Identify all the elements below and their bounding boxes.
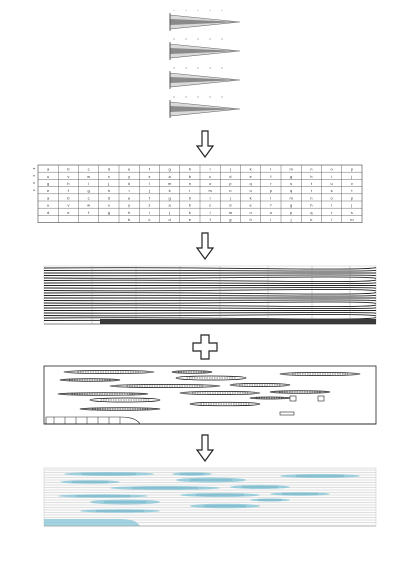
grid-cell-letter: h: [310, 173, 313, 179]
horizontal-line: [44, 312, 376, 313]
horizontal-line: [44, 275, 376, 276]
grid-cell-letter: c: [148, 217, 151, 222]
grid-cell-letter: z: [148, 202, 151, 208]
grid-cell-letter: g: [168, 195, 171, 201]
grid-cell-letter: m: [350, 217, 354, 222]
grid-cell-letter: p: [350, 166, 353, 172]
grid-cell-letter: f: [88, 209, 90, 215]
grid-cell-letter: h: [107, 188, 110, 194]
grid-cell-letter: h: [67, 181, 70, 186]
grid-cell-letter: o: [330, 195, 333, 201]
cone-elevation: [170, 67, 240, 89]
horizontal-line: [44, 308, 376, 309]
grid-cell-letter: d: [107, 166, 110, 172]
grid-cell-letter: r: [330, 209, 333, 215]
grid-cell-letter: h: [188, 195, 191, 201]
cone-elevation: [170, 38, 240, 60]
composite-facade-panel: [40, 466, 380, 528]
plus-icon: [192, 334, 218, 360]
base-arcade: [46, 417, 140, 424]
grid-cell-letter: q: [249, 181, 252, 186]
grid-cell-letter: l: [189, 188, 191, 194]
grid-cell-letter: o: [249, 188, 252, 194]
grid-cell-letter: r: [310, 188, 313, 194]
grid-cell-letter: m: [167, 181, 172, 186]
grid-cell-letter: u: [330, 181, 333, 186]
row-marker: [33, 168, 34, 169]
grid-cell-letter: e: [47, 188, 50, 194]
grid-cell-letter: g: [87, 188, 90, 194]
grid-cell-letter: j: [351, 202, 353, 208]
grid-cell-letter: t: [310, 181, 312, 186]
grid-cell-letter: l: [270, 195, 272, 201]
grid-cell-letter: d: [47, 209, 50, 215]
grid-cell-letter: k: [168, 188, 171, 194]
grid-cell-letter: f: [270, 202, 272, 208]
grid-cell-letter: r: [270, 181, 272, 186]
grid-cell-letter: g: [290, 173, 293, 179]
grid-cell-letter: f: [67, 188, 69, 194]
grid-cell-letter: o: [330, 166, 333, 172]
grid-cell-letter: l: [209, 209, 211, 215]
grid-cell-letter: t: [351, 188, 353, 194]
grid-cell-letter: d: [168, 217, 171, 222]
grid-cell-letter: f: [209, 217, 211, 222]
grid-cell-letter: m: [289, 195, 293, 201]
row-marker: [33, 190, 34, 191]
grid-cell-letter: p: [290, 209, 293, 215]
horizontal-line: [44, 300, 376, 301]
grid-cell-letter: w: [87, 173, 91, 179]
window: [280, 412, 294, 415]
grid-cell-letter: v: [67, 202, 70, 208]
grid-cell-letter: m: [208, 188, 212, 194]
grid-cell-letter: k: [249, 195, 252, 201]
grid-cell-letter: i: [209, 166, 211, 172]
grid-cell-letter: b: [67, 195, 70, 201]
grid-cell-letter: v: [67, 173, 70, 179]
down-arrow-icon: [196, 130, 214, 158]
grid-cell-letter: x: [107, 173, 110, 179]
down-arrow-icon: [196, 232, 214, 260]
grid-cell-letter: k: [128, 181, 131, 186]
grid-cell-letter: q: [290, 188, 293, 194]
grid-cell-letter: b: [67, 166, 70, 172]
grid-cell-letter: i: [331, 202, 333, 208]
grid-cell-letter: z: [148, 173, 151, 179]
horizontal-line: [44, 289, 376, 291]
grid-cell-letter: m: [228, 209, 233, 215]
grid-cell-letter: n: [188, 181, 191, 186]
horizontal-line: [44, 314, 376, 316]
grid-cell-letter: b: [188, 202, 191, 208]
grid-cell-letter: c: [87, 166, 90, 172]
grid-cell-letter: e: [249, 202, 252, 208]
bottom-band: [100, 319, 376, 324]
grid-cell-letter: y: [128, 202, 131, 208]
grid-cell-letter: a: [47, 195, 50, 201]
grid-cell-letter: g: [229, 217, 232, 222]
grid-cell-letter: i: [270, 217, 272, 222]
grid-cell-letter: k: [188, 209, 191, 215]
grid-cell-letter: e: [188, 217, 191, 222]
grid-cell-letter: g: [168, 166, 171, 172]
horizontal-line: [44, 287, 376, 288]
cone-elevation: [170, 96, 240, 118]
horizontal-line: [44, 280, 376, 282]
grid-cell-letter: e: [128, 166, 131, 172]
grid-cell-letter: p: [269, 188, 272, 194]
grid-cell-letter: j: [229, 195, 231, 201]
horizontal-line: [44, 293, 376, 295]
grid-cell-letter: i: [331, 173, 333, 179]
grid-cell-letter: c: [209, 202, 212, 208]
grid-cell-letter: c: [87, 195, 90, 201]
grid-cell-letter: h: [188, 166, 191, 172]
grid-cell-letter: j: [290, 217, 292, 222]
grid-cell-letter: u: [47, 173, 50, 179]
grid-cell-letter: n: [310, 195, 313, 201]
grid-cell-letter: j: [169, 209, 171, 215]
grid-cell-letter: w: [87, 202, 91, 208]
grid-cell-letter: x: [107, 202, 110, 208]
line-field-panel: [40, 264, 380, 328]
horizontal-line: [44, 277, 376, 279]
horizontal-line: [44, 283, 376, 284]
cone-elevation: [170, 10, 240, 31]
grid-cell-letter: j: [148, 188, 150, 194]
grid-cell-letter: f: [148, 166, 150, 172]
grid-cell-letter: n: [249, 209, 252, 215]
grid-cell-letter: k: [310, 217, 313, 222]
horizontal-line: [44, 318, 376, 320]
grid-cell-letter: i: [88, 181, 90, 186]
grid-cell-letter: j: [108, 181, 110, 186]
grid-cell-letter: j: [351, 173, 353, 179]
grid-cell-letter: h: [249, 217, 252, 222]
horizontal-line: [44, 268, 376, 270]
grid-cell-letter: a: [47, 166, 50, 172]
grid-cell-letter: f: [270, 173, 272, 179]
horizontal-line: [44, 305, 376, 307]
grid-cell-letter: g: [290, 202, 293, 208]
grid-cell-letter: e: [249, 173, 252, 179]
grid-cell-letter: k: [249, 166, 252, 172]
grid-cell-letter: n: [310, 166, 313, 172]
grid-cell-letter: g: [47, 181, 50, 186]
grid-cell-letter: j: [229, 166, 231, 172]
grid-cell-letter: l: [148, 181, 150, 186]
grid-cell-letter: l: [331, 217, 333, 222]
grid-cell-letter: e: [128, 195, 131, 201]
grid-cell-letter: d: [229, 173, 232, 179]
base-glazing: [44, 519, 140, 526]
grid-cell-letter: b: [188, 173, 191, 179]
grid-cell-letter: g: [107, 209, 110, 215]
window: [290, 396, 296, 401]
slot-elevation-panel: [40, 364, 380, 426]
grid-cell-letter: q: [310, 209, 313, 215]
down-arrow-icon: [196, 434, 214, 462]
horizontal-line: [44, 295, 376, 296]
letter-grid-panel: [30, 162, 370, 224]
row-marker: [33, 175, 34, 176]
grid-cell-letter: u: [47, 202, 50, 208]
grid-cell-letter: a: [168, 202, 171, 208]
grid-cell-letter: o: [209, 181, 212, 186]
grid-cell-letter: s: [350, 209, 353, 215]
horizontal-line: [44, 302, 376, 304]
cone-elevations-panel: [160, 10, 250, 128]
grid-cell-letter: m: [289, 166, 293, 172]
grid-cell-letter: c: [209, 173, 212, 179]
grid-cell-letter: s: [290, 181, 293, 186]
grid-cell-letter: i: [128, 188, 130, 194]
grid-cell-letter: f: [148, 195, 150, 201]
grid-cell-letter: i: [148, 209, 150, 215]
grid-cell-letter: p: [229, 181, 232, 186]
grid-cell-letter: y: [128, 173, 131, 179]
grid-cell-letter: e: [67, 209, 70, 215]
grid-cell-letter: d: [229, 202, 232, 208]
grid-cell-letter: a: [168, 173, 171, 179]
row-marker: [33, 182, 34, 183]
grid-cell-letter: s: [330, 188, 333, 194]
grid-cell-letter: h: [310, 202, 313, 208]
grid-cell-letter: l: [270, 166, 272, 172]
grid-cell-letter: d: [107, 195, 110, 201]
grid-cell-letter: i: [209, 195, 211, 201]
grid-cell-letter: n: [229, 188, 232, 194]
grid-cell-letter: p: [350, 195, 353, 201]
grid-cell-letter: h: [128, 209, 131, 215]
grid-cell-letter: v: [350, 181, 353, 186]
window: [318, 396, 324, 401]
horizontal-line: [44, 270, 376, 271]
grid-cell-letter: o: [269, 209, 272, 215]
grid-cell-letter: b: [128, 217, 131, 222]
